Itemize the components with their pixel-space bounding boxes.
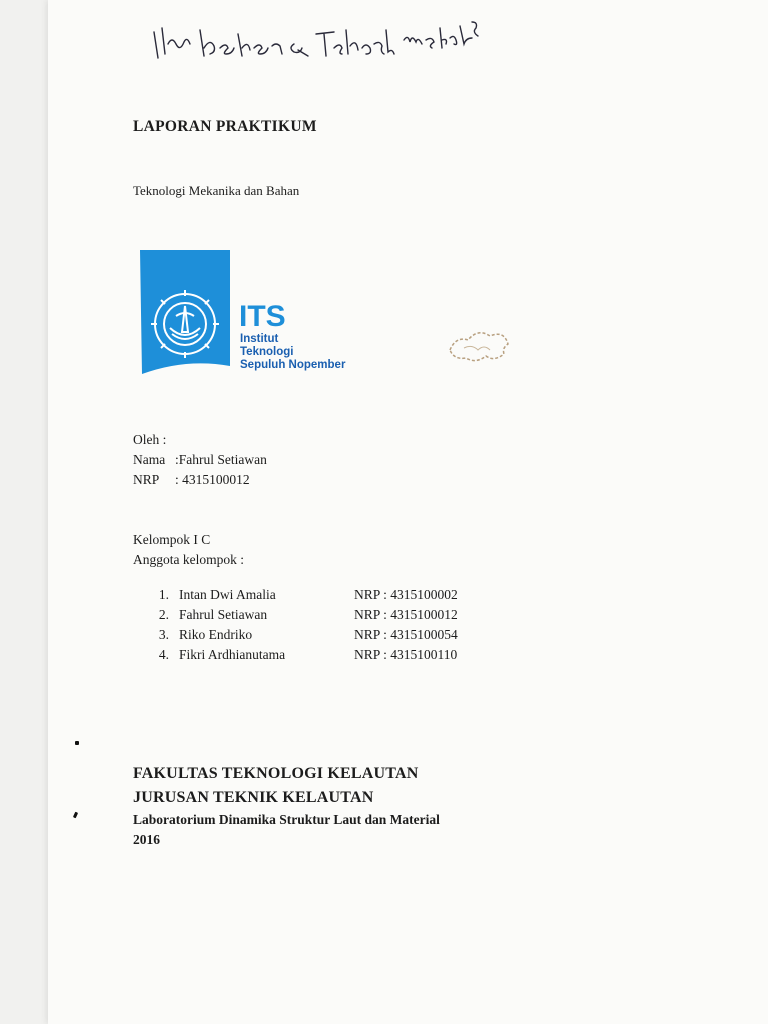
logo-abbreviation: ITS <box>239 300 286 333</box>
members-label: Anggota kelompok : <box>133 552 244 567</box>
ink-speck <box>75 741 79 745</box>
member-name: Fikri Ardhianutama <box>179 647 286 662</box>
logo-line-2: Teknologi <box>240 346 294 358</box>
handwritten-annotation <box>148 14 488 62</box>
logo-line-3: Sepuluh Nopember <box>240 359 346 371</box>
author-name-value: :Fahrul Setiawan <box>175 452 267 467</box>
report-title: LAPORAN PRAKTIKUM <box>133 118 317 135</box>
member-number: 2. <box>158 607 169 622</box>
year: 2016 <box>133 832 160 847</box>
faculty-name: FAKULTAS TEKNOLOGI KELAUTAN <box>133 765 419 782</box>
list-item <box>155 585 485 605</box>
member-nrp: NRP : 4315100002 <box>354 587 458 602</box>
logo-line-1: Institut <box>240 333 279 345</box>
paper-stain <box>444 328 514 370</box>
member-number: 4. <box>158 647 169 662</box>
department-name: JURUSAN TEKNIK KELAUTAN <box>133 789 374 806</box>
list-item <box>155 645 485 665</box>
author-nrp-label: NRP <box>133 472 160 487</box>
laboratory-name: Laboratorium Dinamika Struktur Laut dan Material <box>133 812 440 827</box>
document-page <box>48 0 768 1024</box>
subject-title: Teknologi Mekanika dan Bahan <box>133 183 300 198</box>
list-item <box>155 605 485 625</box>
member-nrp: NRP : 4315100054 <box>354 627 458 642</box>
member-number: 1. <box>158 587 169 602</box>
member-name: Fahrul Setiawan <box>179 607 268 622</box>
member-nrp: NRP : 4315100012 <box>354 607 458 622</box>
list-item <box>155 625 485 645</box>
author-name-label: Nama <box>133 452 166 467</box>
member-number: 3. <box>158 627 169 642</box>
author-nrp-value: : 4315100012 <box>175 472 250 487</box>
member-name: Intan Dwi Amalia <box>179 587 276 602</box>
member-name: Riko Endriko <box>179 627 253 642</box>
its-logo <box>138 246 374 380</box>
group-label: Kelompok I C <box>133 532 211 547</box>
member-nrp: NRP : 4315100110 <box>354 647 458 662</box>
author-by-label: Oleh : <box>133 432 167 447</box>
member-list <box>155 585 485 665</box>
